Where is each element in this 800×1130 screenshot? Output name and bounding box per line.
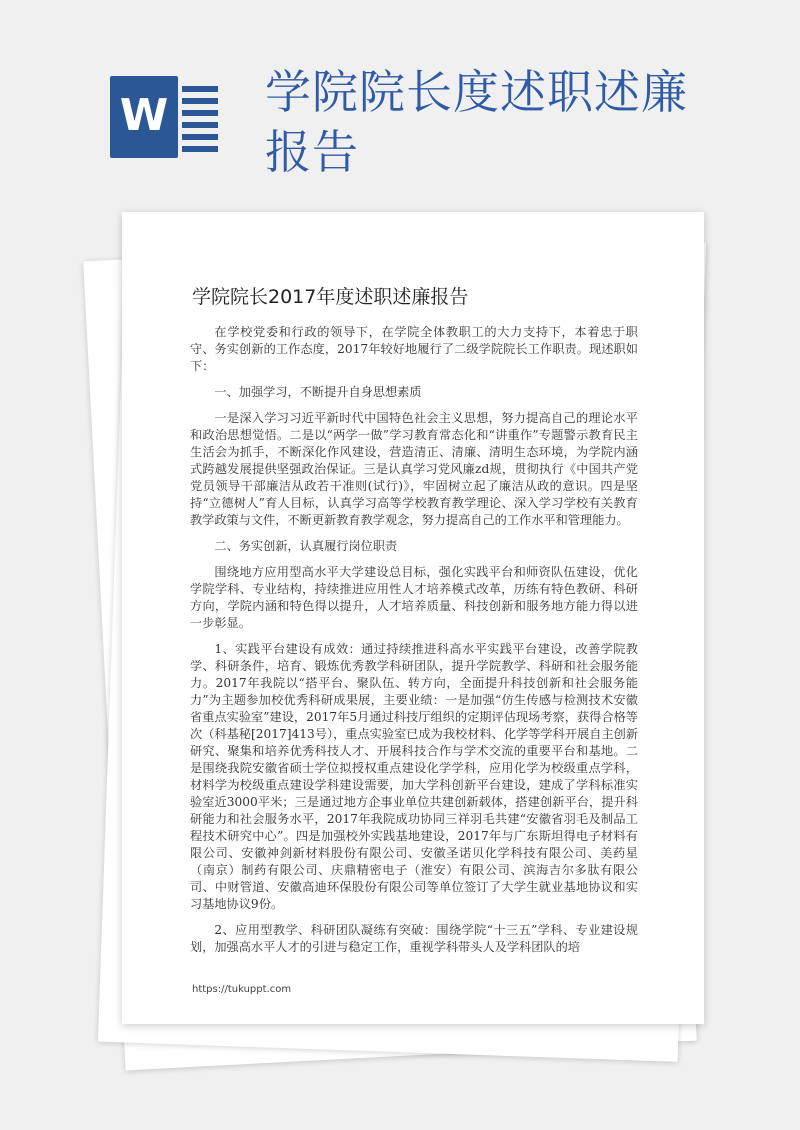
section-heading: 二、务实创新，认真履行岗位职责	[214, 539, 398, 553]
section-heading: 一、加强学习，不断提升自身思想素质	[214, 385, 422, 399]
paragraph: 2、应用型教学、科研团队凝练有突破：围绕学院“十三五”学科、专业建设规划，加强高水平人才的引进与稳定工作，重视学科带头人及学科团队的培	[190, 923, 638, 954]
document-footer-url: https://tukuppt.com	[192, 984, 292, 995]
word-icon-lines	[182, 86, 218, 158]
paragraph: 一是深入学习习近平新时代中国特色社会主义思想，努力提高自己的理论水平和政治思想觉悟。二是以“两学一做”学习教育常态化和“讲重作”专题警示教育民主生活会为抓手，不断深化作风建设，营造清正、清廉、清明生态环境，为学院内涵式跨越发展提供坚强政治保证。三是认真学习党风廉zd规，贯彻执行《中国共产党党员领导干部廉洁从政若干准则(试行)》，牢固树立起了廉洁从政的意识。四是坚持“立德树人”育人目标，认真学习高等学校教育教学理论、深入学习学校有关教育教学政策与文件，不断更新教育教学观念，努力提高自己的工作水平和管理能力。	[190, 411, 638, 527]
word-icon	[110, 70, 218, 166]
paragraph: 1、实践平台建设有成效：通过持续推进科高水平实践平台建设，改善学院教学、科研条件，培育、锻炼优秀教学科研团队，提升学院教学、科研和社会服务能力。2017年我院以“搭平台、聚队伍、转方向，全面提升科技创新和社会服务能力”为主题参加校优秀科研成果展，主要业绩：一是加强“仿生传感与检测技术安徽省重点实验室”建设，2017年5月通过科技厅组织的定期评估现场考察，获得合格等次（科基秘[2017]413号），重点实验室已成为我校材料、化学等学科开展自主创新研究、聚集和培养优秀科技人才、开展科技合作与学术交流的重要平台和基地。二是围绕我院安徽省硕士学位拟授权重点建设化学学科，应用化学为校级重点学科，材料学为校级重点建设学科建设需要，加大学科创新平台建设，建成了学科标准实验室近3000平米；三是通过地方企事业单位共建创新载体，搭建创新平台，提升科研能力和社会服务水平，2017年我院成功协同三祥羽毛共建“安徽省羽毛及制品工程技术研究中心”。四是加强校外实践基地建设，2017年与广东斯坦得电子材料有限公司、安徽神剑新材料股份有限公司、安徽圣诺贝化学科技有限公司、美药星（南京）制药有限公司、庆鼎精密电子（淮安）有限公司、滨海吉尔多肽有限公司、中财管道、安徽高迪环保股份有限公司等单位签订了大学生就业基地协议和实习基地协议9份。	[190, 642, 638, 911]
document-page	[122, 212, 704, 1024]
paragraph: 在学校党委和行政的领导下，在学院全体教职工的大力支持下，本着忠于职守、务实创新的工作态度，2017年较好地履行了二级学院院长工作职责。现述职如下：	[190, 325, 638, 373]
document-title: 学院院长2017年度述职述廉报告	[192, 286, 469, 308]
header-title: 学院院长度述职述廉报告	[265, 65, 688, 179]
document-body	[190, 324, 638, 965]
paragraph: 围绕地方应用型高水平大学建设总目标，强化实践平台和师资队伍建设，优化学院学科、专业结构，持续推进应用性人才培养模式改革，历练有特色教研、科研方向，学院内涵和特色得以提升，人才培养质量、科技创新和服务地方能力得以进一步彰显。	[190, 565, 638, 630]
word-icon-letter: W	[119, 90, 169, 141]
